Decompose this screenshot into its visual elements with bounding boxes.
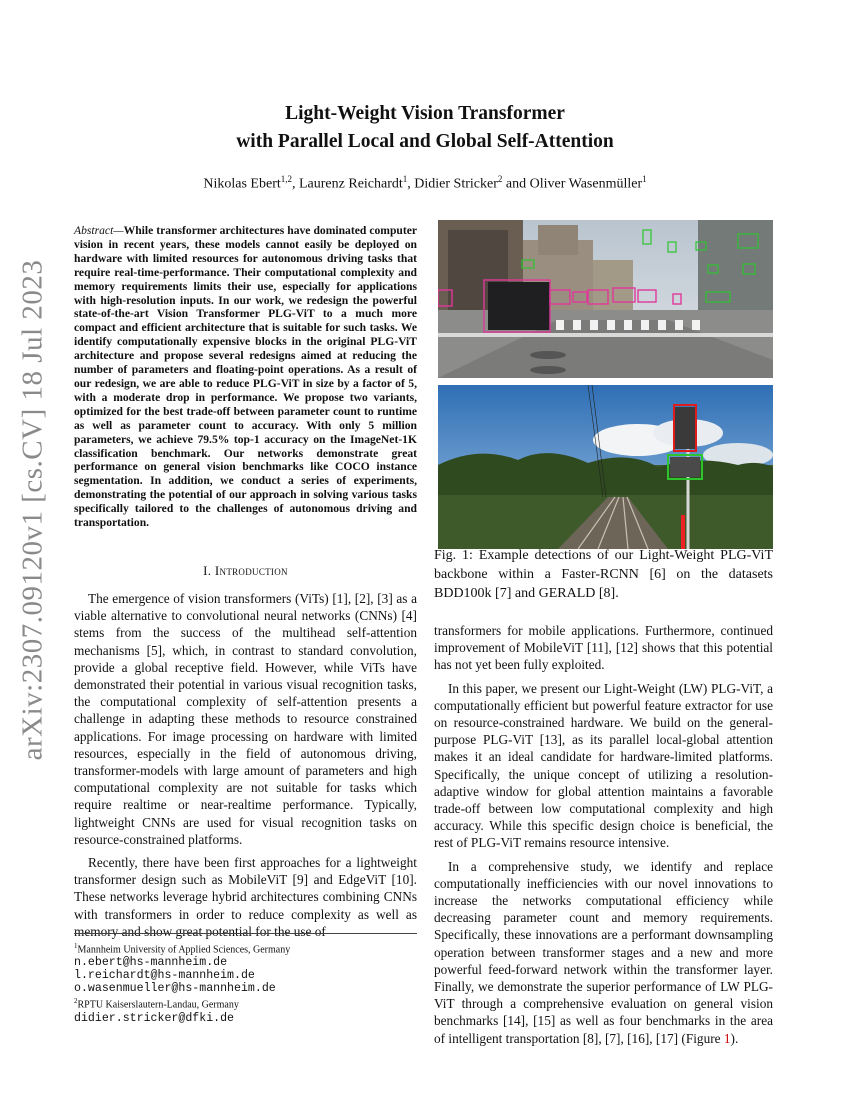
introduction-body	[74, 590, 417, 946]
email: l.reichardt@hs-mannheim.de	[74, 969, 255, 983]
author-affiliation: 1,2	[280, 174, 292, 184]
abstract	[74, 224, 417, 530]
section-title: Introduction	[214, 563, 288, 578]
arxiv-identifier-text: arXiv:2307.09120v1 [cs.CV] 18 Jul 2023	[16, 259, 49, 761]
figure-caption: Fig. 1: Example detections of our Light-Weight PLG-ViT backbone within a Faster-RCNN [6] on the datasets BDD100k [7] and GERALD [8].	[434, 548, 773, 601]
paragraph: Recently, there have been first approaches for a lightweight transformer design such as MobileViT [9] and EdgeViT [10]. These networks leverage hybrid architectures combining CNNs with transformers in order to reduce complexity as well as memory and show great potential for the use of	[74, 855, 417, 939]
author-name: Laurenz Reichardt	[299, 176, 403, 192]
footnote	[74, 995, 417, 1011]
figure-1-street-scene	[438, 220, 773, 378]
author-affiliation: 1	[642, 174, 647, 184]
section-heading	[74, 563, 417, 579]
author-name: Oliver Wasenmüller	[529, 176, 643, 192]
arxiv-identifier	[16, 259, 49, 761]
abstract-text: While transformer architectures have dominated computer vision in recent years, these models cannot easily be deployed on hardware with limited resources for autonomous driving tasks that require real-time-performance. Their computational complexity and memory requirements limits their use, especially for applications with high-resolution inputs. In our work, we redesign the powerful state-of-the-art Vision Transformer PLG-ViT to a much more compact and efficient architecture that is suitable for such tasks. We identify computationally expensive blocks in the original PLG-ViT architecture and propose several redesigns aimed at reducing the number of parameters and floating-point operations. As a result of our redesign, we are able to reduce PLG-ViT in size by a factor of 5, with a moderate drop in performance. We propose two variants, optimized for the best trade-off between parameter count to runtime as well as parameter count to accuracy. With only 5 million parameters, we achieve 79.5% top-1 accuracy on the ImageNet-1K classification benchmark. Our networks demonstrate great performance on general vision benchmarks like COCO instance segmentation. In addition, we conduct a series of experiments, demonstrating the potential of our approach in solving various tasks specifically tailored to the challenges of autonomous driving and transportation.	[74, 224, 417, 530]
right-column-body	[434, 622, 773, 1053]
paragraph: transformers for mobile applications. Furthermore, continued improvement of MobileViT [11], [12] shows that this potential has not yet been fully exploited.	[434, 623, 773, 673]
figure-1-railway-scene	[438, 385, 773, 549]
paragraph: In this paper, we present our Light-Weight (LW) PLG-ViT, a computationally efficient but powerful feature extractor for use on resource-constrained hardware. We build on the general-purpose PLG-ViT [13], as its parallel local-global attention makes it an ideal candidate for hardware-limited platforms. Specifically, the unique concept of utilizing a resolution-adaptive window for global attention maintains a favorable trade-off between low computational complexity and high accuracy. While this specific design choice is beneficial, the rest of PLG-ViT remains resource intensive.	[434, 680, 773, 851]
paragraph-end: ).	[730, 1030, 739, 1046]
abstract-label: Abstract—	[74, 224, 124, 237]
title-line-1: Light-Weight Vision Transformer	[285, 103, 565, 124]
email: didier.stricker@dfki.de	[74, 1011, 235, 1025]
footnote-marker: 1	[74, 942, 78, 950]
paper-title	[0, 100, 850, 156]
title-line-2: with Parallel Local and Global Self-Attention	[236, 131, 614, 152]
author-list: Nikolas Ebert$^{1,2}$, Laurenz Reichardt$^1$, Didier Stricker$^2$ and Oliver Wasenmüller$^1$	[203, 174, 647, 192]
paragraph	[434, 858, 773, 1047]
author-name: Didier Stricker	[414, 176, 498, 192]
paragraph: The emergence of vision transformers (ViTs) [1], [2], [3] as a viable alternative to convolutional neural networks (CNNs) [4] stems from the success of the multihead self-attention mechanisms [5], which, in contrast to standard convolution, provide a global receptive field. However, while ViTs have demonstrated their potential in various visual recognition tasks, the computational complexity of self-attention presents a challenge in adapting these methods to resource constrained applications. For image processing on hardware with limited resources, especially in the field of autonomous driving, transformer-models with large amount of parameters and high computational complexity are not suitable for tasks which require realtime or near-realtime performance. Typically, lightweight CNNs are used for visual recognition tasks on resource-constrained platforms.	[74, 591, 417, 847]
footnote-marker: 2	[74, 997, 78, 1006]
footnote-text: Mannheim University of Applied Sciences, Germany	[77, 944, 291, 956]
email: n.ebert@hs-mannheim.de	[74, 956, 228, 970]
section-number: I.	[203, 563, 212, 578]
footnotes	[74, 933, 417, 1025]
footnote	[74, 940, 417, 956]
figure-reference-link[interactable]: 1	[723, 1030, 731, 1046]
email: o.wasenmueller@hs-mannheim.de	[74, 982, 276, 996]
author-affiliation: 1	[402, 174, 408, 184]
footnote-text: RPTU Kaiserslautern-Landau, Germany	[77, 999, 239, 1011]
author-affiliation: 2	[497, 174, 503, 184]
paragraph-text: In a comprehensive study, we identify and replace computationally inefficiencies with our novel innovations to increase the networks computational efficiency while decreasing parameter count and memory requirements. Specifically, these innovations are a performant downsampling operation between transformer stages and a new and more powerful feed-forward network within the transformer layer. Finally, we demonstrate the superior performance of LW PLG-ViT through a comprehensive evaluation on general vision benchmarks [14], [15] as well as four benchmarks in the area of intelligent transportation [8], [7], [16], [17] (Figure	[434, 858, 773, 1046]
figure-1	[438, 220, 773, 554]
author-name: Nikolas Ebert	[203, 176, 281, 192]
